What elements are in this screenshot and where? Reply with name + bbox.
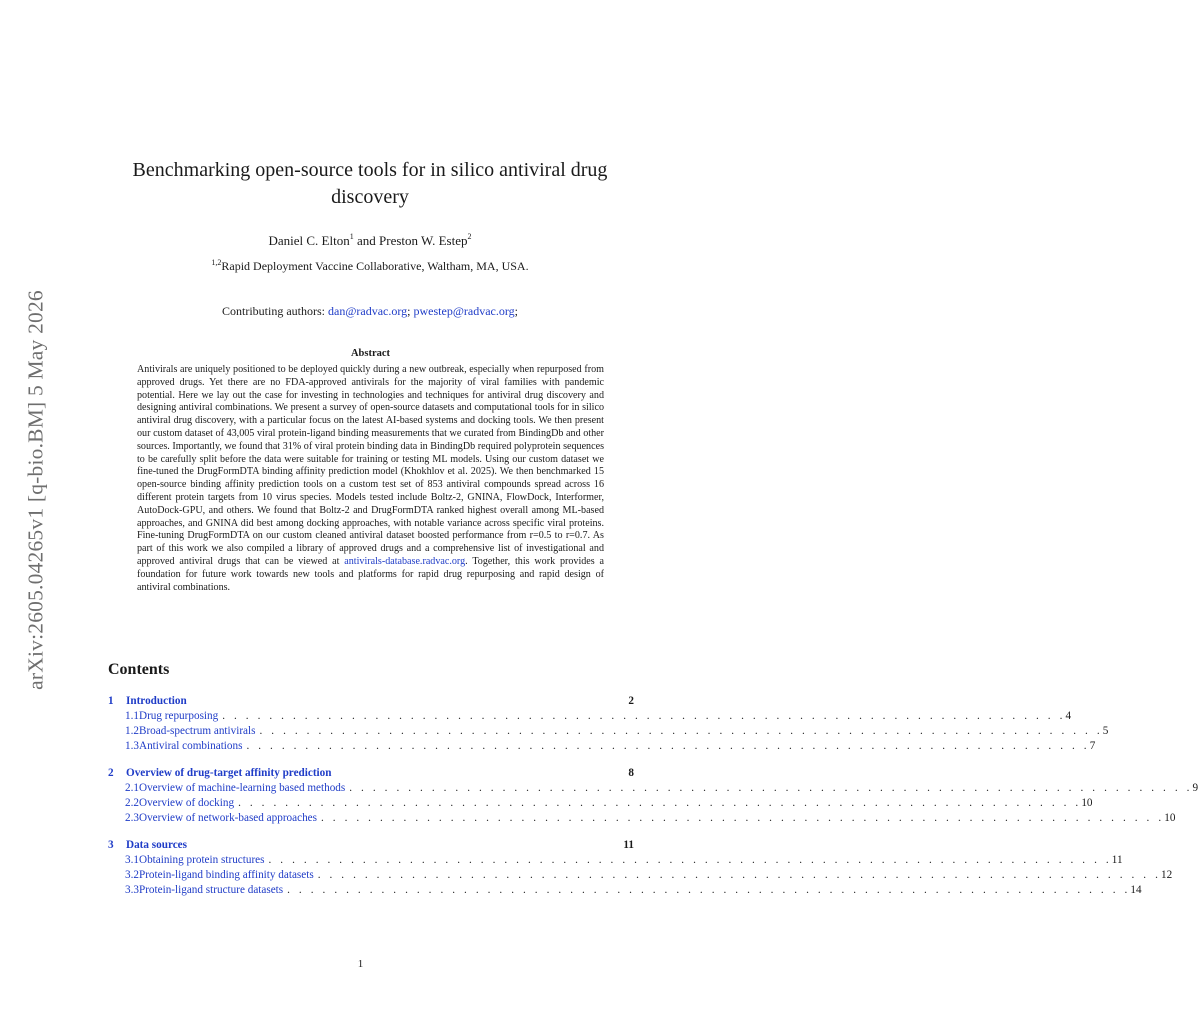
- toc-subsection-docking[interactable]: [108, 795, 1093, 810]
- toc-subsection-number: 1.2: [125, 724, 139, 737]
- toc-page-number: 11: [1111, 853, 1123, 866]
- arxiv-side-stamp: [16, 290, 56, 690]
- toc-subsection-title: Broad-spectrum antivirals: [138, 724, 256, 737]
- toc-subsection-structure-datasets[interactable]: [108, 882, 1142, 897]
- toc-page-number: 12: [1160, 868, 1173, 881]
- author-2-affiliation-marker: 2: [467, 232, 472, 241]
- toc-subsection-binding-affinity-datasets[interactable]: [108, 867, 1173, 882]
- toc-section-title: Data sources: [126, 838, 188, 851]
- toc-page-number: 4: [1065, 709, 1072, 722]
- arxiv-identifier: arXiv:2605.04265v1 [q-bio.BM] 5 May 2026: [23, 290, 48, 690]
- toc-subsection-number: 3.2: [125, 868, 139, 881]
- toc-dot-leader: . . . . . . . . . . . . . . . . . . . . . . . . . . . . . . . . . . . . . . . . . . . . . . . . . . . . . . . . . . . . . . . . . . . . . . . .: [349, 781, 1193, 794]
- email-separator: ;: [407, 304, 414, 318]
- author-2-name: Preston W. Estep: [379, 233, 468, 248]
- abstract-heading: Abstract: [350, 348, 391, 359]
- toc-subsection-title: Obtaining protein structures: [138, 853, 265, 866]
- contributing-label: Contributing authors:: [222, 304, 329, 318]
- toc-page-number: 8: [628, 766, 634, 779]
- toc-dot-leader: . . . . . . . . . . . . . . . . . . . . . . . . . . . . . . . . . . . . . . . . . . . . . . . . . . . . . . . . . . . . . . . . . . . . . . . .: [320, 811, 1165, 824]
- toc-dot-leader: . . . . . . . . . . . . . . . . . . . . . . . . . . . . . . . . . . . . . . . . . . . . . . . . . . . . . . . . . . . . . . . . . . . . . . . .: [287, 883, 1131, 896]
- toc-page-number: 11: [623, 838, 634, 851]
- toc-subsection-title: Protein-ligand structure datasets: [138, 883, 284, 896]
- abstract-body: [137, 364, 604, 594]
- email-link-elton[interactable]: dan@radvac.org: [328, 304, 408, 318]
- toc-subsection-title: Drug repurposing: [138, 709, 219, 722]
- toc-subsection-antiviral-combinations[interactable]: [108, 738, 1096, 753]
- toc-page-number: 14: [1130, 883, 1142, 896]
- antivirals-database-link[interactable]: antivirals-database.radvac.org: [344, 555, 466, 567]
- toc-page-number: 9: [1192, 781, 1198, 794]
- toc-subsection-number: 3.3: [125, 883, 139, 896]
- toc-subsection-number: 1.1: [125, 709, 139, 722]
- toc-dot-leader: . . . . . . . . . . . . . . . . . . . . . . . . . . . . . . . . . . . . . . . . . . . . . . . . . . . . . . . . . . . . . . . . . . . . . . . .: [238, 796, 1082, 809]
- toc-subsection-number: 1.3: [125, 739, 139, 752]
- toc-section-number: 1: [108, 694, 114, 707]
- abstract-text: Antivirals are uniquely positioned to be deployed quickly during a new outbreak, especially when repurposed from approved drugs. Yet there are no FDA-approved antivirals for the majority of viral families with pandemic potential. Here we lay out the case for investing in technologies and techniques for antiviral drug discovery and designing antiviral combinations. We present a survey of open-source datasets and computational tools for in silico antiviral drug discovery, with a particular focus on the latest AI-based systems and docking tools. We then present our custom dataset of 43,005 viral protein-ligand binding measurements that we curated from BindingDb and other sources. Importantly, we found that 31% of viral protein binding data in BindingDb required polyprotein sequences to be carefully split before the data were suitable for training or testing ML models. Using our custom dataset we fine-tuned the DrugFormDTA binding affinity prediction model (Khokhlov et al. 2025). We then benchmarked 15 open-source binding affinity prediction tools on a custom test set of 853 antiviral compounds spread across 16 different protein targets from 10 virus species. Models tested include Boltz-2, GNINA, FlowDock, Interformer, AutoDock-GPU, and others. We found that Boltz-2 and DrugFormDTA ranked highest overall among ML-based approaches, and GNINA did best among docking approaches, with notable variance across specific viral proteins. Fine-tuning DrugFormDTA on our custom cleaned antiviral dataset boosted performance from r=0.5 to r=0.7. As part of this work we also compiled a library of approved drugs and a comprehensive list of investigational and approved antiviral drugs that can be viewed at: [137, 364, 604, 567]
- abstract-text-end: . Together, this work provides a foundation for future work towards new tools and platforms for rapid drug repurposing and rapid design of antiviral combinations.: [137, 555, 604, 593]
- page-number: 1: [357, 958, 364, 970]
- author-1-name: Daniel C. Elton: [268, 233, 350, 248]
- toc-page-number: 10: [1164, 811, 1176, 824]
- affiliation-text: Rapid Deployment Vaccine Collaborative, Waltham, MA, USA.: [221, 259, 529, 273]
- affiliation: [100, 259, 640, 274]
- toc-section-number: 2: [108, 766, 114, 779]
- toc-subsection-title: Antiviral combinations: [138, 739, 243, 752]
- toc-subsection-ml-methods[interactable]: [108, 780, 1198, 795]
- email-terminator: ;: [514, 304, 518, 318]
- toc-subsection-broad-spectrum-antivirals[interactable]: [108, 723, 1109, 738]
- toc-dot-leader: . . . . . . . . . . . . . . . . . . . . . . . . . . . . . . . . . . . . . . . . . . . . . . . . . . . . . . . . . . . . . . . . . . . . . . . .: [317, 868, 1161, 881]
- toc-subsection-title: Overview of docking: [138, 796, 235, 809]
- toc-section-title: Introduction: [126, 694, 187, 707]
- author-1-affiliation-marker: 1: [349, 232, 354, 241]
- toc-subsection-title: Protein-ligand binding affinity datasets: [138, 868, 314, 881]
- affiliation-marker: 1,2: [211, 258, 222, 267]
- toc-subsection-number: 3.1: [125, 853, 139, 866]
- table-of-contents: [108, 693, 1198, 897]
- toc-section-introduction[interactable]: [108, 693, 634, 708]
- toc-dot-leader: . . . . . . . . . . . . . . . . . . . . . . . . . . . . . . . . . . . . . . . . . . . . . . . . . . . . . . . . . . . . . . . . . . . . . . . .: [268, 853, 1112, 866]
- toc-page-number: 2: [628, 694, 634, 707]
- toc-section-affinity-prediction[interactable]: [108, 765, 634, 780]
- author-line: [100, 233, 640, 249]
- toc-section-data-sources[interactable]: [108, 837, 634, 852]
- toc-subsection-drug-repurposing[interactable]: [108, 708, 1072, 723]
- toc-section-title: Overview of drug-target affinity prediction: [126, 766, 332, 779]
- contributing-authors: [100, 304, 640, 319]
- toc-subsection-title: Overview of machine-learning based methods: [138, 781, 346, 794]
- toc-page-number: 7: [1089, 739, 1096, 752]
- contents-heading: Contents: [108, 661, 170, 678]
- email-link-estep[interactable]: pwestep@radvac.org: [413, 304, 515, 318]
- toc-dot-leader: . . . . . . . . . . . . . . . . . . . . . . . . . . . . . . . . . . . . . . . . . . . . . . . . . . . . . . . . . . . . . . . . . . . . . . . .: [246, 739, 1090, 752]
- toc-page-number: 5: [1102, 724, 1109, 737]
- toc-subsection-network-approaches[interactable]: [108, 810, 1176, 825]
- toc-dot-leader: . . . . . . . . . . . . . . . . . . . . . . . . . . . . . . . . . . . . . . . . . . . . . . . . . . . . . . . . . . . . . . . . . . . . . . . .: [222, 709, 1066, 722]
- paper-title: Benchmarking open-source tools for in silico antiviral drug discovery: [132, 159, 608, 208]
- toc-page-number: 10: [1081, 796, 1093, 809]
- toc-section-number: 3: [108, 838, 114, 851]
- toc-dot-leader: . . . . . . . . . . . . . . . . . . . . . . . . . . . . . . . . . . . . . . . . . . . . . . . . . . . . . . . . . . . . . . . . . . . . . . . .: [259, 724, 1103, 737]
- toc-subsection-number: 2.2: [125, 796, 139, 809]
- toc-subsection-protein-structures[interactable]: [108, 852, 1123, 867]
- author-separator: and: [353, 233, 380, 248]
- toc-subsection-number: 2.3: [125, 811, 139, 824]
- toc-subsection-number: 2.1: [125, 781, 139, 794]
- toc-subsection-title: Overview of network-based approaches: [138, 811, 317, 824]
